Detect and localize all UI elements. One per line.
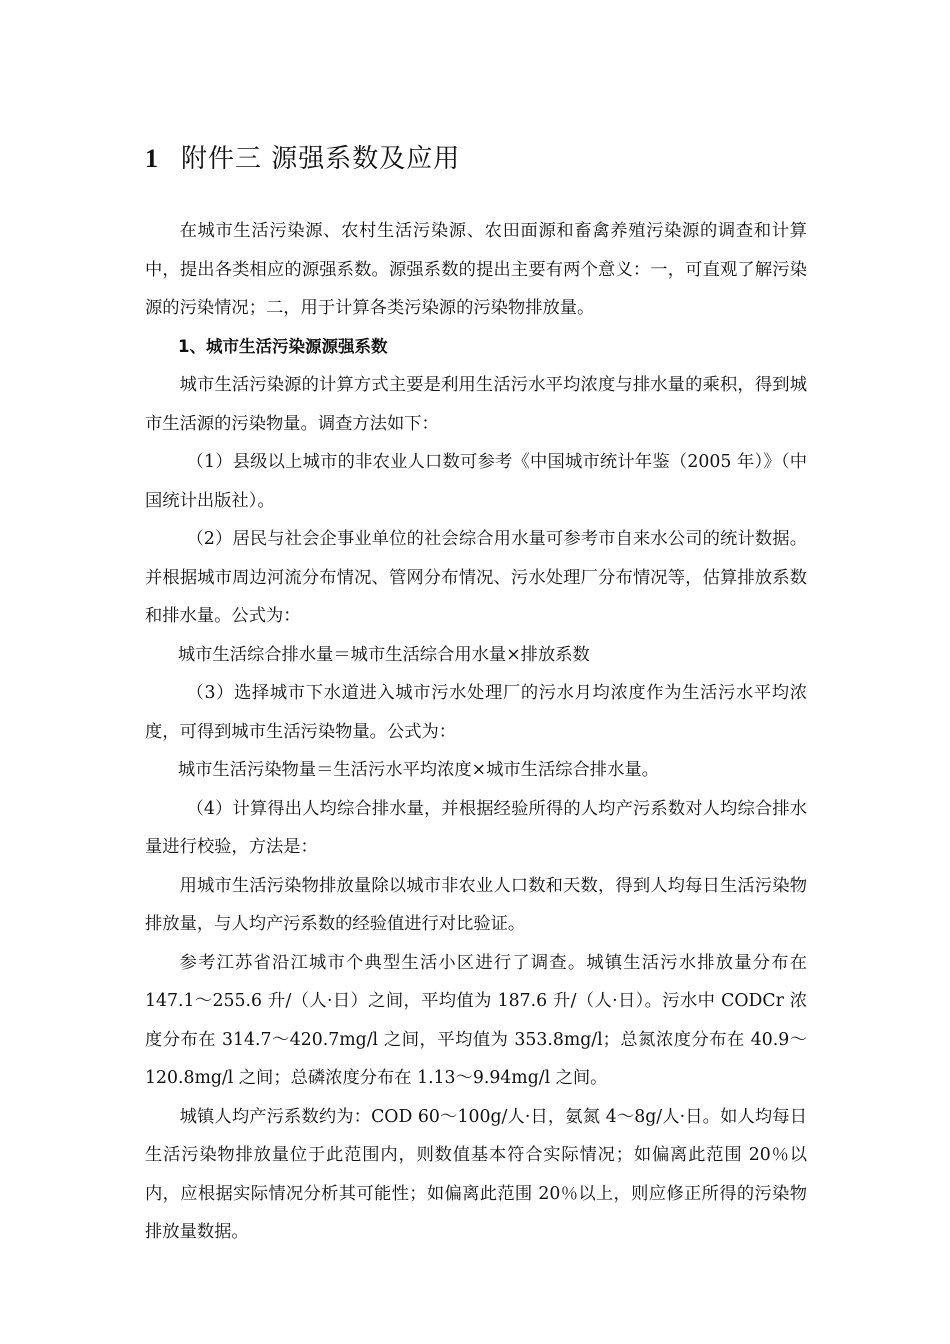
formula-pollutant: 城市生活污染物量＝生活污水平均浓度×城市生活综合排水量。: [177, 760, 659, 780]
list-item-2: （2）居民与社会企事业单位的社会综合用水量可参考市自来水公司的统计数据。并根据城市周边河流分布情况、管网分布情况、污水处理厂分布情况等，估算排放系数和排水量。公式为：: [145, 529, 807, 626]
document-body: [145, 212, 807, 1252]
paragraph-calc-method: 城市生活污染源的计算方式主要是利用生活污水平均浓度与排水量的乘积，得到城市生活源的污染物量。调查方法如下：: [145, 375, 807, 434]
list-item-3: （3）选择城市下水道进入城市污水处理厂的污水月均浓度作为生活污水平均浓度，可得到城市生活污染物量。公式为：: [145, 683, 807, 742]
subsection-heading: 1、城市生活污染源源强系数: [178, 336, 388, 356]
list-item-4: （4）计算得出人均综合排水量，并根据经验所得的人均产污系数对人均综合排水量进行校验，方法是：: [145, 798, 807, 857]
paragraph-coefficients: 城镇人均产污系数约为：COD 60～100g/人·日，氨氮 4～8g/人·日。如人均每日生活污染物排放量位于此范围内，则数值基本符合实际情况；如偏离此范围 20％以内，应根据实际情况分析其可能性；如偏离此范围 20％以上，则应修正所得的污染物排放量数据。: [145, 1106, 807, 1242]
section-title: 附件三 源强系数及应用: [181, 144, 461, 174]
list-item-1: （1）县级以上城市的非农业人口数可参考《中国城市统计年鉴（2005 年）》（中国统计出版社）。: [145, 452, 807, 511]
paragraph-verification: 用城市生活污染物排放量除以城市非农业人口数和天数，得到人均每日生活污染物排放量，与人均产污系数的经验值进行对比验证。: [145, 875, 807, 934]
paragraph-survey: 参考江苏省沿江城市个典型生活小区进行了调查。城镇生活污水排放量分布在 147.1～255.6 升/（人·日）之间，平均值为 187.6 升/（人·日）。污水中 CODCr 浓度分布在 314.7～420.7mg/l 之间，平均值为 353.8mg/l；总氮浓度分布在 40.9～120.8mg/l 之间；总磷浓度分布在 1.13～9.94mg/l 之间。: [145, 952, 807, 1088]
paragraph-intro: 在城市生活污染源、农村生活污染源、农田面源和畜禽养殖污染源的调查和计算中，提出各类相应的源强系数。源强系数的提出主要有两个意义：一，可直观了解污染源的污染情况；二，用于计算各类污染源的污染物排放量。: [145, 221, 807, 318]
formula-discharge: 城市生活综合排水量＝城市生活综合用水量×排放系数: [177, 644, 590, 665]
section-number: 1: [145, 144, 159, 173]
section-heading: [145, 138, 460, 175]
